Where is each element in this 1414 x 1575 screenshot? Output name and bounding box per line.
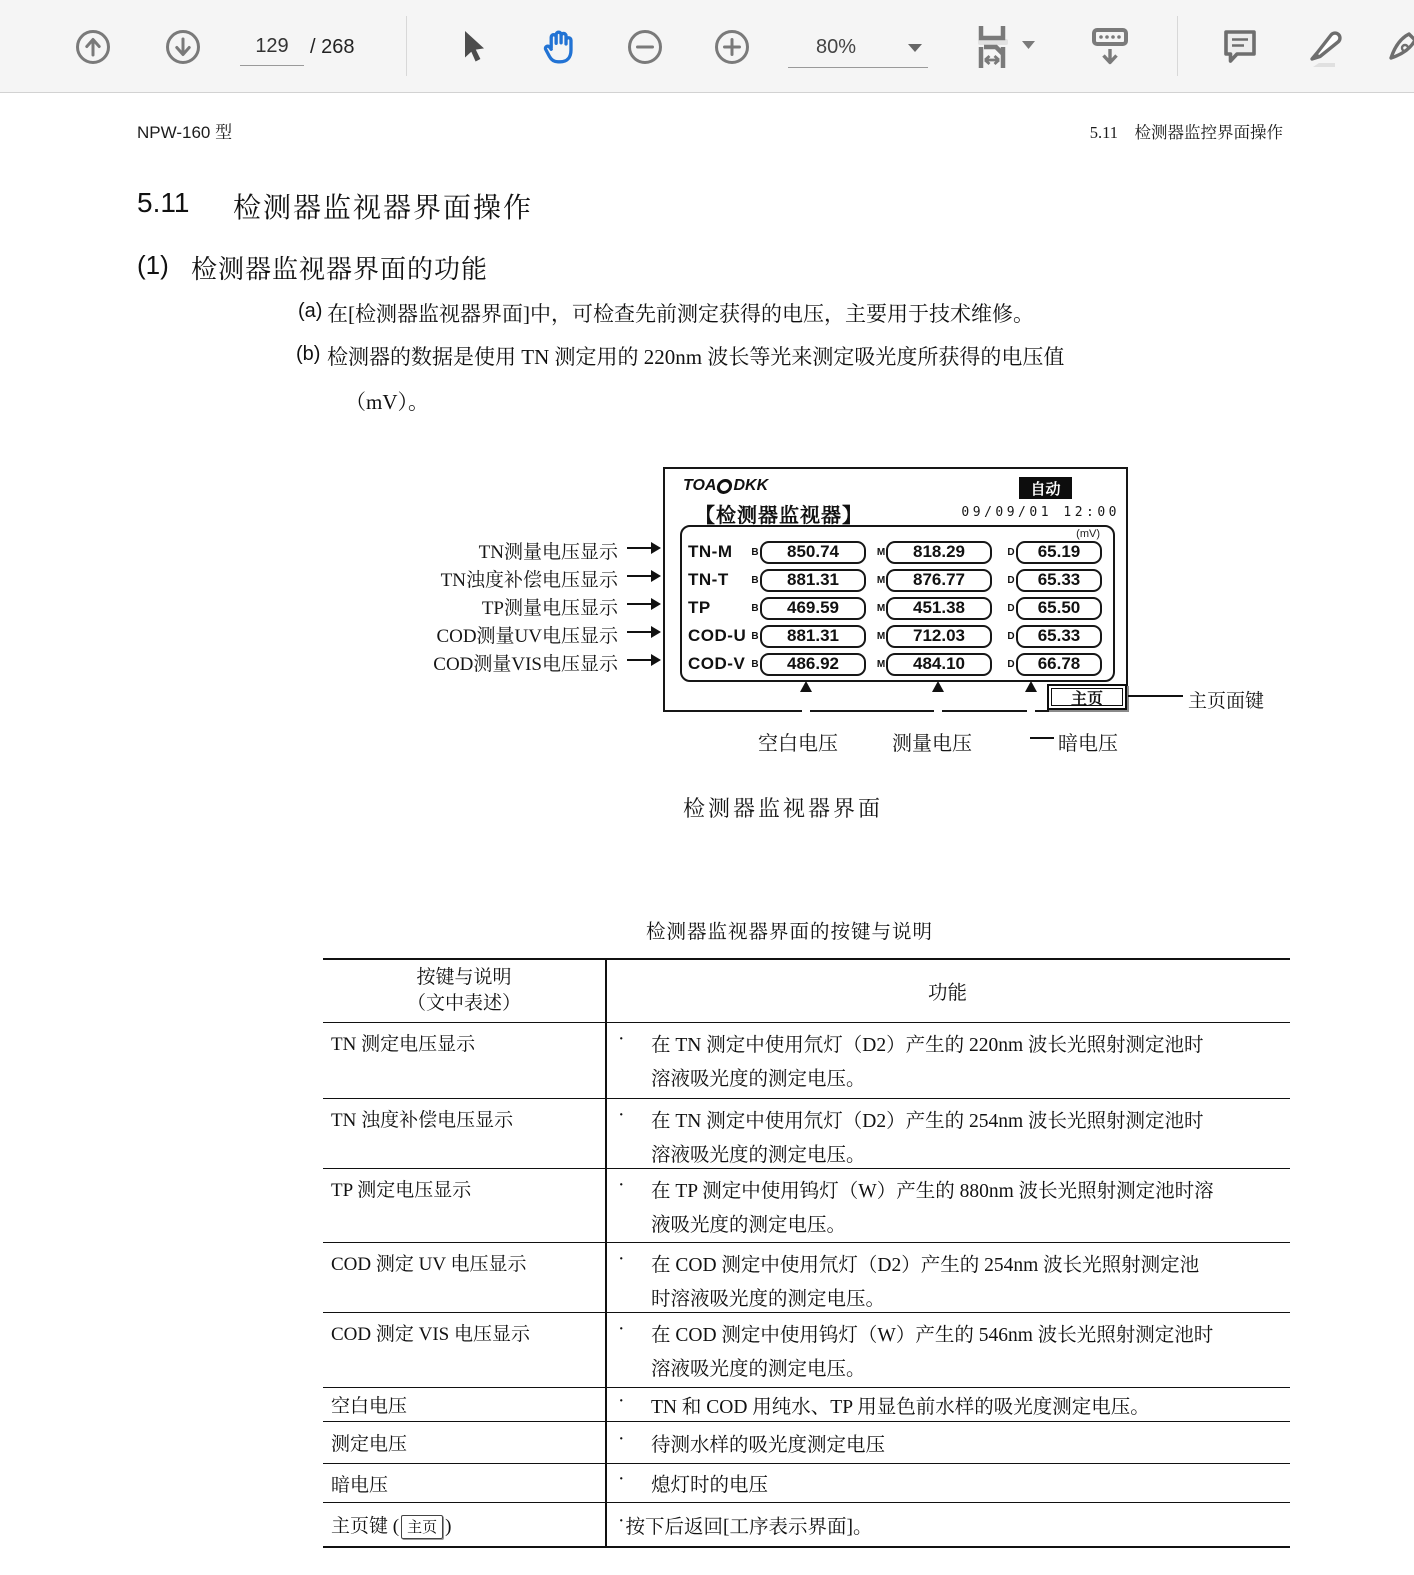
blank-column-letter: B xyxy=(751,658,759,670)
device-datetime: 09/09/01 12:00 xyxy=(961,505,1120,520)
table-row xyxy=(323,1388,1290,1422)
row-label: TN-M xyxy=(688,542,733,561)
figure-caption: 检测器监视器界面 xyxy=(683,796,884,821)
dark-voltage-label: 暗电压 xyxy=(1058,733,1118,755)
paragraph-a-text: 在[检测器监视器界面]中，可检查先前测定获得的电压，主要用于技术维修。 xyxy=(327,302,1034,326)
home-key-prefix: 主页键 ( xyxy=(331,1515,400,1537)
fit-width-icon xyxy=(970,22,1048,72)
dark-voltage-arrow xyxy=(1025,681,1037,741)
toa-dkk-logo xyxy=(683,477,768,495)
comment-icon xyxy=(1218,24,1262,70)
page-count-label: / 268 xyxy=(310,35,355,58)
paragraph-b-marker: (b) xyxy=(296,343,321,365)
unit-label: (mV) xyxy=(1076,528,1100,540)
section-number: 5.11 xyxy=(137,187,190,218)
zoom-level-value: 80% xyxy=(816,36,857,58)
measure-column-letter: M xyxy=(876,658,886,670)
callout-arrow xyxy=(627,654,661,666)
zoom-out-icon xyxy=(625,27,665,67)
home-button-label: 主页 xyxy=(1051,688,1123,706)
dark-voltage-value: 65.33 xyxy=(1016,569,1102,592)
row-key: 空白电压 xyxy=(331,1396,408,1417)
row-description: 待测水样的吸光度测定电压 xyxy=(651,1434,886,1456)
callout-arrow xyxy=(627,542,661,554)
item1-number: (1) xyxy=(137,250,169,280)
page-number-input[interactable]: 129 xyxy=(240,28,304,66)
dark-column-letter: D xyxy=(1007,630,1015,642)
table-row-home-key xyxy=(323,1503,1290,1546)
bullet: · xyxy=(618,1510,625,1532)
pdf-page xyxy=(0,94,1414,1575)
measure-column-letter: M xyxy=(876,546,886,558)
reading-row-tn-m xyxy=(682,539,1113,565)
reading-row-tn-t xyxy=(682,567,1113,593)
row-label: COD-V xyxy=(688,654,746,673)
row-label: TP xyxy=(688,598,711,617)
measure-voltage-value: 712.03 xyxy=(886,625,992,648)
measure-voltage-value: 818.29 xyxy=(886,541,992,564)
bullet: · xyxy=(618,1390,625,1412)
row-key xyxy=(323,1511,605,1539)
row-description: 熄灯时的电压 xyxy=(651,1475,769,1496)
bullet: · xyxy=(618,1029,625,1050)
measure-voltage-value: 484.10 xyxy=(886,653,992,676)
measure-column-letter: M xyxy=(876,602,886,614)
next-page-button[interactable] xyxy=(162,0,204,93)
blank-voltage-value: 881.31 xyxy=(760,569,866,592)
blank-column-letter: B xyxy=(751,602,759,614)
callout-tp-measure: TP测量电压显示 xyxy=(481,598,618,619)
blank-column-letter: B xyxy=(751,630,759,642)
row-label: TN-T xyxy=(688,570,729,589)
row-description: 在 TN 测定中使用氘灯（D2）产生的 254nm 波长光照射测定池时 溶液吸光度的测定电压。 xyxy=(651,1111,1204,1166)
bullet: · xyxy=(618,1175,625,1196)
row-key: TN 浊度补偿电压显示 xyxy=(331,1110,514,1131)
fit-width-button[interactable] xyxy=(965,0,1053,93)
blank-voltage-value: 881.31 xyxy=(760,625,866,648)
running-header-right: 5.11 检测器监控界面操作 xyxy=(1089,123,1283,142)
fill-sign-button[interactable] xyxy=(1388,0,1414,93)
row-key: TP 测定电压显示 xyxy=(331,1180,472,1201)
table-row xyxy=(323,1169,1290,1243)
table-row xyxy=(323,1023,1290,1099)
select-tool-button[interactable] xyxy=(450,0,492,93)
table-header-row xyxy=(323,960,1290,1023)
mode-badge: 自动 xyxy=(1019,477,1072,499)
toolbar-collapse-button[interactable] xyxy=(1086,0,1134,93)
blank-column-letter: B xyxy=(751,574,759,586)
paragraph-b-text: 检测器的数据是使用 TN 测定用的 220nm 波长等光来测定吸光度所获得的电压值 xyxy=(327,345,1065,369)
device-screen-title: 【检测器监视器】 xyxy=(695,505,863,527)
cursor-icon xyxy=(455,27,487,67)
page-down-icon xyxy=(163,27,203,67)
table-title: 检测器监视器界面的按键与说明 xyxy=(645,922,933,943)
home-key-boxed-label: 主页 xyxy=(401,1515,443,1539)
callout-arrow xyxy=(627,570,661,582)
row-key: 测定电压 xyxy=(331,1434,408,1455)
header-function: 功能 xyxy=(927,983,967,1004)
hand-tool-button[interactable] xyxy=(535,0,581,93)
row-description: 在 COD 测定中使用氘灯（D2）产生的 254nm 波长光照射测定池 时溶液吸光度的测定电压。 xyxy=(651,1255,1200,1310)
readings-panel xyxy=(680,525,1115,682)
measure-voltage-arrow xyxy=(932,681,944,727)
dark-column-letter: D xyxy=(1007,574,1015,586)
toolbar-separator xyxy=(1177,16,1178,76)
dark-column-letter: D xyxy=(1007,546,1015,558)
chevron-down-icon xyxy=(908,44,922,52)
running-header-left: NPW-160 型 xyxy=(137,123,233,142)
bullet: · xyxy=(618,1105,625,1126)
reading-row-tp xyxy=(682,595,1113,621)
row-description: TN 和 COD 用纯水、TP 用显色前水样的吸光度测定电压。 xyxy=(651,1396,1150,1418)
callout-arrow xyxy=(627,626,661,638)
blank-voltage-value: 486.92 xyxy=(760,653,866,676)
comment-button[interactable] xyxy=(1217,0,1263,93)
zoom-in-button[interactable] xyxy=(711,0,753,93)
item1-title: 检测器监视器界面的功能 xyxy=(191,255,489,284)
highlighter-icon xyxy=(1301,23,1349,71)
row-key: COD 测定 UV 电压显示 xyxy=(331,1254,527,1275)
measure-column-letter: M xyxy=(876,574,886,586)
paragraph-b-continuation: （mV）。 xyxy=(345,390,429,414)
description-table xyxy=(323,958,1290,1548)
viewer-toolbar xyxy=(0,0,1414,93)
dark-column-letter: D xyxy=(1007,602,1015,614)
section-title: 检测器监视器界面操作 xyxy=(233,193,534,224)
measure-column-letter: M xyxy=(876,630,886,642)
table-row xyxy=(323,1099,1290,1169)
bullet: · xyxy=(618,1469,625,1490)
logo-text-left: TOA xyxy=(683,477,717,494)
dark-voltage-value: 65.33 xyxy=(1016,625,1102,648)
dark-voltage-value: 66.78 xyxy=(1016,653,1102,676)
row-key: TN 测定电压显示 xyxy=(331,1034,476,1055)
paragraph-a-marker: (a) xyxy=(298,300,323,322)
header-keys xyxy=(323,965,605,1017)
bullet: · xyxy=(618,1249,625,1270)
home-key-line xyxy=(1128,695,1183,697)
callout-tn-measure: TN测量电压显示 xyxy=(478,542,618,563)
device-screen-figure xyxy=(663,467,1128,712)
zoom-level-select[interactable] xyxy=(788,28,928,68)
table-row xyxy=(323,1243,1290,1313)
blank-column-letter: B xyxy=(751,546,759,558)
toolbar-down-icon xyxy=(1087,23,1133,71)
callout-arrow xyxy=(627,598,661,610)
highlight-button[interactable] xyxy=(1300,0,1350,93)
row-label: COD-U xyxy=(688,626,747,645)
measure-voltage-value: 451.38 xyxy=(886,597,992,620)
toolbar-separator xyxy=(406,16,407,76)
row-description: 在 TP 测定中使用钨灯（W）产生的 880nm 波长光照射测定池时溶 液吸光度的测定电压。 xyxy=(651,1181,1214,1236)
header-keys-line2: （文中表述） xyxy=(406,993,521,1014)
home-button xyxy=(1047,684,1127,710)
table-row xyxy=(323,1422,1290,1464)
blank-voltage-value: 850.74 xyxy=(760,541,866,564)
page-up-icon xyxy=(73,27,113,67)
dark-column-letter: D xyxy=(1007,658,1015,670)
logo-circle-icon xyxy=(716,479,733,494)
logo-text-right: DKK xyxy=(733,477,769,494)
previous-page-button[interactable] xyxy=(72,0,114,93)
row-key: COD 测定 VIS 电压显示 xyxy=(331,1324,530,1345)
table-row xyxy=(323,1313,1290,1388)
blank-voltage-label: 空白电压 xyxy=(758,733,838,755)
callout-tn-turbidity: TN浊度补偿电压显示 xyxy=(440,570,618,591)
dark-voltage-line xyxy=(1030,737,1054,739)
reading-row-cod-v xyxy=(682,651,1113,677)
zoom-in-icon xyxy=(712,27,752,67)
measure-voltage-value: 876.77 xyxy=(886,569,992,592)
home-key-suffix: ) xyxy=(445,1515,452,1537)
bullet: · xyxy=(618,1428,625,1450)
row-description: 在 TN 测定中使用氘灯（D2）产生的 220nm 波长光照射测定池时 溶液吸光度的测定电压。 xyxy=(651,1035,1204,1090)
hand-tool-icon xyxy=(537,26,579,68)
dark-voltage-value: 65.19 xyxy=(1016,541,1102,564)
sign-pen-icon xyxy=(1385,24,1414,70)
row-key: 暗电压 xyxy=(331,1474,389,1496)
header-keys-line1: 按键与说明 xyxy=(416,967,512,988)
home-key-label: 主页面键 xyxy=(1188,691,1265,712)
table-row xyxy=(323,1464,1290,1503)
blank-voltage-arrow xyxy=(800,681,812,727)
callout-cod-uv: COD测量UV电压显示 xyxy=(436,626,618,647)
zoom-out-button[interactable] xyxy=(624,0,666,93)
dark-voltage-value: 65.50 xyxy=(1016,597,1102,620)
measure-voltage-label: 测量电压 xyxy=(892,733,972,755)
reading-row-cod-u xyxy=(682,623,1113,649)
callout-cod-vis: COD测量VIS电压显示 xyxy=(433,654,618,675)
bullet: · xyxy=(618,1319,625,1340)
row-description: 按下后返回[工序表示界面]。 xyxy=(625,1516,873,1538)
blank-voltage-value: 469.59 xyxy=(760,597,866,620)
row-description: 在 COD 测定中使用钨灯（W）产生的 546nm 波长光照射测定池时 溶液吸光度的测定电压。 xyxy=(651,1325,1214,1380)
